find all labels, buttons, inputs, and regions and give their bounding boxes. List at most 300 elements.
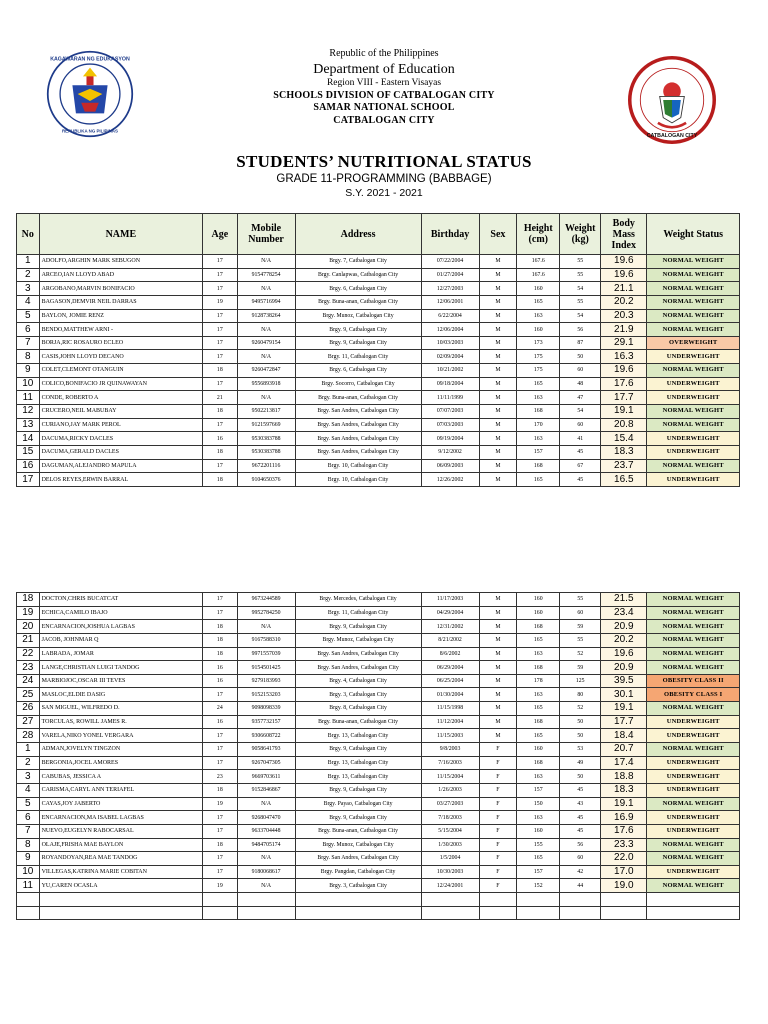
height-cell: 168 bbox=[517, 756, 560, 770]
height-cell: 163 bbox=[517, 770, 560, 784]
student-name: NUEVO,EUGELYN RABOCARSAL bbox=[39, 824, 203, 838]
row-number: 27 bbox=[17, 715, 40, 729]
birthday-cell: 03/27/2003 bbox=[421, 797, 479, 811]
row-number: 4 bbox=[17, 295, 40, 309]
weight-status-cell: NORMAL WEIGHT bbox=[647, 255, 740, 269]
birthday-cell: 9/8/2003 bbox=[421, 743, 479, 757]
height-cell: 160 bbox=[517, 606, 560, 620]
student-name: DOCTON,CHRIS BUCATCAT bbox=[39, 593, 203, 607]
mobile-cell: 9267047305 bbox=[237, 756, 295, 770]
sex-cell: F bbox=[479, 838, 517, 852]
student-name: CURIANO,JAY MARK PEROL bbox=[39, 418, 203, 432]
sex-cell: M bbox=[479, 633, 517, 647]
row-number: 13 bbox=[17, 418, 40, 432]
weight-status-cell: NORMAL WEIGHT bbox=[647, 702, 740, 716]
mobile-cell: 9128738264 bbox=[237, 309, 295, 323]
weight-status-cell: UNDERWEIGHT bbox=[647, 432, 740, 446]
age-cell: 17 bbox=[203, 593, 237, 607]
table-row bbox=[17, 473, 740, 487]
weight-status-cell: OVERWEIGHT bbox=[647, 336, 740, 350]
address-cell: Brgy. Buna-anan, Catbalogan City bbox=[295, 824, 421, 838]
address-cell: Brgy. San Andres, Catbalogan City bbox=[295, 445, 421, 459]
mobile-cell: 9672201116 bbox=[237, 459, 295, 473]
student-name: MASLOC,ELDIE DASIG bbox=[39, 688, 203, 702]
weight-status-cell: NORMAL WEIGHT bbox=[647, 295, 740, 309]
row-number: 17 bbox=[17, 473, 40, 487]
height-cell: 168 bbox=[517, 620, 560, 634]
bmi-cell: 20.9 bbox=[601, 620, 647, 634]
sex-cell: M bbox=[479, 647, 517, 661]
col-birthday: Birthday bbox=[421, 214, 479, 255]
address-cell: Brgy. 9, Catbalogan City bbox=[295, 620, 421, 634]
document-title-block bbox=[0, 152, 768, 200]
table-row bbox=[17, 852, 740, 866]
age-cell: 17 bbox=[203, 282, 237, 296]
bmi-cell: 20.9 bbox=[601, 661, 647, 675]
row-number: 12 bbox=[17, 405, 40, 419]
col-weight: Weight (kg) bbox=[560, 214, 601, 255]
weight-cell: 125 bbox=[560, 674, 601, 688]
birthday-cell: 12/24/2001 bbox=[421, 879, 479, 893]
empty-cell bbox=[647, 906, 740, 920]
empty-row bbox=[17, 893, 740, 907]
row-number: 28 bbox=[17, 729, 40, 743]
table-row bbox=[17, 647, 740, 661]
table-body bbox=[17, 255, 740, 487]
age-cell: 18 bbox=[203, 620, 237, 634]
age-cell: 16 bbox=[203, 432, 237, 446]
mobile-cell: 9260472847 bbox=[237, 364, 295, 378]
student-name: DACUMA,GERALD DACLES bbox=[39, 445, 203, 459]
city-line: CATBALOGAN CITY bbox=[333, 114, 435, 126]
bmi-cell: 16.5 bbox=[601, 473, 647, 487]
empty-cell bbox=[601, 906, 647, 920]
age-cell: 16 bbox=[203, 661, 237, 675]
birthday-cell: 7/16/2003 bbox=[421, 756, 479, 770]
table-row bbox=[17, 418, 740, 432]
weight-cell: 60 bbox=[560, 364, 601, 378]
weight-cell: 60 bbox=[560, 606, 601, 620]
mobile-cell: 9152846867 bbox=[237, 783, 295, 797]
bmi-cell: 19.0 bbox=[601, 879, 647, 893]
student-name: YU,CAREN OCASLA bbox=[39, 879, 203, 893]
mobile-cell: 9154501425 bbox=[237, 661, 295, 675]
weight-cell: 55 bbox=[560, 268, 601, 282]
mobile-cell: 9279183993 bbox=[237, 674, 295, 688]
height-cell: 173 bbox=[517, 336, 560, 350]
weight-status-cell: NORMAL WEIGHT bbox=[647, 797, 740, 811]
height-cell: 165 bbox=[517, 852, 560, 866]
height-cell: 155 bbox=[517, 838, 560, 852]
mobile-cell: N/A bbox=[237, 323, 295, 337]
student-name: COLET,CLEMONT OTANGUIN bbox=[39, 364, 203, 378]
mobile-cell: N/A bbox=[237, 255, 295, 269]
height-cell: 163 bbox=[517, 391, 560, 405]
weight-cell: 50 bbox=[560, 715, 601, 729]
student-name: ENCARNACION,JOSHUA LAGBAS bbox=[39, 620, 203, 634]
table-row bbox=[17, 879, 740, 893]
weight-status-cell: NORMAL WEIGHT bbox=[647, 661, 740, 675]
row-number: 4 bbox=[17, 783, 40, 797]
mobile-cell: 9260479154 bbox=[237, 336, 295, 350]
sex-cell: F bbox=[479, 824, 517, 838]
empty-row bbox=[17, 906, 740, 920]
table-row bbox=[17, 770, 740, 784]
bmi-cell: 23.4 bbox=[601, 606, 647, 620]
sex-cell: M bbox=[479, 688, 517, 702]
republic-line: Republic of the Philippines bbox=[329, 48, 439, 59]
student-name: BENDO,MATTHEW ARNI - bbox=[39, 323, 203, 337]
school-line: SAMAR NATIONAL SCHOOL bbox=[313, 102, 455, 114]
address-cell: Brgy. 3, Catbalogan City bbox=[295, 879, 421, 893]
weight-cell: 45 bbox=[560, 824, 601, 838]
sex-cell: M bbox=[479, 702, 517, 716]
birthday-cell: 10/21/2002 bbox=[421, 364, 479, 378]
address-cell: Brgy. 9, Catbalogan City bbox=[295, 743, 421, 757]
table-row bbox=[17, 756, 740, 770]
table-row bbox=[17, 593, 740, 607]
weight-status-cell: NORMAL WEIGHT bbox=[647, 838, 740, 852]
table-row bbox=[17, 445, 740, 459]
mobile-cell: 9058641793 bbox=[237, 743, 295, 757]
address-cell: Brgy. San Andres, Catbalogan City bbox=[295, 405, 421, 419]
weight-status-cell: NORMAL WEIGHT bbox=[647, 620, 740, 634]
age-cell: 16 bbox=[203, 674, 237, 688]
address-cell: Brgy. 6, Catbalogan City bbox=[295, 282, 421, 296]
svg-text:KAGAWARAN NG EDUKASYON: KAGAWARAN NG EDUKASYON bbox=[50, 56, 130, 63]
age-cell: 18 bbox=[203, 445, 237, 459]
address-cell: Brgy. Buna-anan, Catbalogan City bbox=[295, 715, 421, 729]
col-height: Height (cm) bbox=[517, 214, 560, 255]
mobile-cell: 9154778254 bbox=[237, 268, 295, 282]
weight-status-cell: NORMAL WEIGHT bbox=[647, 309, 740, 323]
weight-cell: 49 bbox=[560, 756, 601, 770]
bmi-cell: 20.2 bbox=[601, 295, 647, 309]
weight-cell: 50 bbox=[560, 729, 601, 743]
bmi-cell: 19.6 bbox=[601, 255, 647, 269]
address-cell: Brgy. 10, Catbalogan City bbox=[295, 473, 421, 487]
mobile-cell: 9121597669 bbox=[237, 418, 295, 432]
table-row bbox=[17, 405, 740, 419]
weight-cell: 45 bbox=[560, 783, 601, 797]
weight-status-cell: NORMAL WEIGHT bbox=[647, 647, 740, 661]
sex-cell: M bbox=[479, 336, 517, 350]
weight-status-cell: NORMAL WEIGHT bbox=[647, 268, 740, 282]
address-cell: Brgy. Pangdan, Catbalogan City bbox=[295, 865, 421, 879]
height-cell: 165 bbox=[517, 729, 560, 743]
age-cell: 17 bbox=[203, 811, 237, 825]
height-cell: 152 bbox=[517, 879, 560, 893]
student-name: ARCEO,IAN LLOYD ABAD bbox=[39, 268, 203, 282]
birthday-cell: 6/22/2004 bbox=[421, 309, 479, 323]
height-cell: 168 bbox=[517, 459, 560, 473]
weight-cell: 53 bbox=[560, 743, 601, 757]
height-cell: 168 bbox=[517, 715, 560, 729]
bmi-cell: 19.6 bbox=[601, 364, 647, 378]
student-name: BORJA,RIC ROSAURO ECLEO bbox=[39, 336, 203, 350]
weight-status-cell: NORMAL WEIGHT bbox=[647, 606, 740, 620]
address-cell: Brgy. 9, Catbalogan City bbox=[295, 323, 421, 337]
row-number: 14 bbox=[17, 432, 40, 446]
sex-cell: F bbox=[479, 811, 517, 825]
weight-status-cell: UNDERWEIGHT bbox=[647, 783, 740, 797]
bmi-cell: 16.9 bbox=[601, 811, 647, 825]
address-cell: Brgy. San Andres, Catbalogan City bbox=[295, 432, 421, 446]
student-name: ENCARNACION,MA ISABEL LAGBAS bbox=[39, 811, 203, 825]
empty-cell bbox=[479, 893, 517, 907]
height-cell: 168 bbox=[517, 405, 560, 419]
row-number: 1 bbox=[17, 255, 40, 269]
empty-cell bbox=[517, 906, 560, 920]
school-year: S.Y. 2021 - 2021 bbox=[345, 187, 423, 199]
table-row bbox=[17, 838, 740, 852]
bmi-cell: 17.6 bbox=[601, 377, 647, 391]
bmi-cell: 21.9 bbox=[601, 323, 647, 337]
bmi-cell: 21.5 bbox=[601, 593, 647, 607]
sex-cell: M bbox=[479, 309, 517, 323]
empty-cell bbox=[295, 906, 421, 920]
mobile-cell: N/A bbox=[237, 879, 295, 893]
height-cell: 165 bbox=[517, 702, 560, 716]
col-age: Age bbox=[203, 214, 237, 255]
grade-section: GRADE 11-PROGRAMMING (BABBAGE) bbox=[276, 173, 492, 185]
student-name: DAGUMAN,ALEJANDRO MAPULA bbox=[39, 459, 203, 473]
sex-cell: M bbox=[479, 377, 517, 391]
sex-cell: M bbox=[479, 606, 517, 620]
height-cell: 160 bbox=[517, 282, 560, 296]
student-name: VARELA,NIKO YONEL VERGARA bbox=[39, 729, 203, 743]
sex-cell: F bbox=[479, 797, 517, 811]
row-number: 22 bbox=[17, 647, 40, 661]
row-number: 3 bbox=[17, 770, 40, 784]
birthday-cell: 12/26/2002 bbox=[421, 473, 479, 487]
bmi-cell: 18.8 bbox=[601, 770, 647, 784]
weight-cell: 60 bbox=[560, 852, 601, 866]
weight-cell: 54 bbox=[560, 282, 601, 296]
birthday-cell: 11/15/2004 bbox=[421, 770, 479, 784]
weight-status-cell: UNDERWEIGHT bbox=[647, 756, 740, 770]
row-number: 6 bbox=[17, 811, 40, 825]
mobile-cell: 9530383788 bbox=[237, 432, 295, 446]
student-name: VILLEGAS,KATRINA MARIE COBITAN bbox=[39, 865, 203, 879]
birthday-cell: 8/6/2002 bbox=[421, 647, 479, 661]
age-cell: 19 bbox=[203, 797, 237, 811]
sex-cell: M bbox=[479, 593, 517, 607]
row-number: 19 bbox=[17, 606, 40, 620]
table-row bbox=[17, 688, 740, 702]
row-number: 23 bbox=[17, 661, 40, 675]
bmi-cell: 39.5 bbox=[601, 674, 647, 688]
empty-cell bbox=[560, 906, 601, 920]
bmi-cell: 18.4 bbox=[601, 729, 647, 743]
height-cell: 167.6 bbox=[517, 268, 560, 282]
address-cell: Brgy. Socorro, Catbalogan City bbox=[295, 377, 421, 391]
table-row bbox=[17, 295, 740, 309]
address-cell: Brgy. San Andres, Catbalogan City bbox=[295, 852, 421, 866]
weight-cell: 50 bbox=[560, 770, 601, 784]
address-cell: Brgy. 4, Catbalogan City bbox=[295, 674, 421, 688]
sex-cell: M bbox=[479, 620, 517, 634]
bmi-cell: 19.1 bbox=[601, 702, 647, 716]
bmi-cell: 20.7 bbox=[601, 743, 647, 757]
sex-cell: M bbox=[479, 674, 517, 688]
row-number: 25 bbox=[17, 688, 40, 702]
address-cell: Brgy. Buna-anan, Catbalogan City bbox=[295, 391, 421, 405]
sex-cell: F bbox=[479, 770, 517, 784]
col-sex: Sex bbox=[479, 214, 517, 255]
birthday-cell: 11/11/1999 bbox=[421, 391, 479, 405]
mobile-cell: 9633704448 bbox=[237, 824, 295, 838]
student-name: CABUBAS, JESSICA A bbox=[39, 770, 203, 784]
height-cell: 165 bbox=[517, 295, 560, 309]
table-row bbox=[17, 391, 740, 405]
row-number: 5 bbox=[17, 309, 40, 323]
bmi-cell: 17.6 bbox=[601, 824, 647, 838]
birthday-cell: 11/15/1998 bbox=[421, 702, 479, 716]
age-cell: 17 bbox=[203, 459, 237, 473]
age-cell: 18 bbox=[203, 647, 237, 661]
table-row bbox=[17, 715, 740, 729]
bmi-cell: 17.0 bbox=[601, 865, 647, 879]
bmi-cell: 20.2 bbox=[601, 633, 647, 647]
student-name: TORCULAS, ROWILL JAMES R. bbox=[39, 715, 203, 729]
document-title: STUDENTS’ NUTRITIONAL STATUS bbox=[236, 152, 532, 171]
col-weight-status: Weight Status bbox=[647, 214, 740, 255]
school-seal-label: CATBALOGAN CITY bbox=[646, 132, 698, 139]
row-number: 24 bbox=[17, 674, 40, 688]
student-name: CRUCERO,NEIL MABUBAY bbox=[39, 405, 203, 419]
bmi-cell: 17.4 bbox=[601, 756, 647, 770]
height-cell: 160 bbox=[517, 743, 560, 757]
weight-cell: 54 bbox=[560, 405, 601, 419]
weight-status-cell: UNDERWEIGHT bbox=[647, 445, 740, 459]
weight-cell: 55 bbox=[560, 295, 601, 309]
row-number: 9 bbox=[17, 364, 40, 378]
row-number: 11 bbox=[17, 391, 40, 405]
table-row bbox=[17, 811, 740, 825]
address-cell: Brgy. 10, Catbalogan City bbox=[295, 459, 421, 473]
weight-cell: 52 bbox=[560, 647, 601, 661]
weight-cell: 52 bbox=[560, 702, 601, 716]
height-cell: 163 bbox=[517, 647, 560, 661]
bmi-cell: 29.1 bbox=[601, 336, 647, 350]
student-name: BAGASON,DEMVIR NEIL DARRAS bbox=[39, 295, 203, 309]
birthday-cell: 12/27/2003 bbox=[421, 282, 479, 296]
row-number: 26 bbox=[17, 702, 40, 716]
col-bmi: Body Mass Index bbox=[601, 214, 647, 255]
height-cell: 157 bbox=[517, 445, 560, 459]
mobile-cell: N/A bbox=[237, 620, 295, 634]
mobile-cell: 9167588310 bbox=[237, 633, 295, 647]
address-cell: Brgy. Canlapwas, Catbalogan City bbox=[295, 268, 421, 282]
age-cell: 21 bbox=[203, 391, 237, 405]
mobile-cell: N/A bbox=[237, 350, 295, 364]
row-number: 2 bbox=[17, 756, 40, 770]
row-number: 1 bbox=[17, 743, 40, 757]
row-number: 21 bbox=[17, 633, 40, 647]
height-cell: 160 bbox=[517, 593, 560, 607]
table-row bbox=[17, 674, 740, 688]
weight-cell: 45 bbox=[560, 445, 601, 459]
student-name: LANGE,CHRISTIAN LUIGI TANDOG bbox=[39, 661, 203, 675]
division-line: SCHOOLS DIVISION OF CATBALOGAN CITY bbox=[273, 89, 495, 101]
bmi-cell: 20.8 bbox=[601, 418, 647, 432]
weight-status-cell: NORMAL WEIGHT bbox=[647, 459, 740, 473]
address-cell: Brgy. 13, Catbalogan City bbox=[295, 770, 421, 784]
address-cell: Brgy. Munoz, Catbalogan City bbox=[295, 838, 421, 852]
weight-status-cell: NORMAL WEIGHT bbox=[647, 418, 740, 432]
age-cell: 18 bbox=[203, 633, 237, 647]
empty-cell bbox=[39, 906, 203, 920]
student-name: CAYAS,JOY JABERTO bbox=[39, 797, 203, 811]
empty-cell bbox=[560, 893, 601, 907]
mobile-cell: 9971557039 bbox=[237, 647, 295, 661]
birthday-cell: 11/12/2004 bbox=[421, 715, 479, 729]
student-name: ECHICA,CAMILO IBAJO bbox=[39, 606, 203, 620]
bmi-cell: 19.6 bbox=[601, 268, 647, 282]
table-row bbox=[17, 432, 740, 446]
student-name: MARBIOJOC,OSCAR III TEVES bbox=[39, 674, 203, 688]
age-cell: 17 bbox=[203, 418, 237, 432]
address-cell: Brgy. 8, Catbalogan City bbox=[295, 702, 421, 716]
letterhead bbox=[0, 48, 768, 127]
height-cell: 163 bbox=[517, 309, 560, 323]
student-name: BAYLON, JOMIE RENZ bbox=[39, 309, 203, 323]
age-cell: 17 bbox=[203, 865, 237, 879]
sex-cell: M bbox=[479, 729, 517, 743]
nutrition-table-page-2 bbox=[16, 592, 740, 920]
table-row bbox=[17, 282, 740, 296]
birthday-cell: 11/17/2003 bbox=[421, 593, 479, 607]
height-cell: 150 bbox=[517, 797, 560, 811]
bmi-cell: 18.3 bbox=[601, 783, 647, 797]
empty-cell bbox=[295, 893, 421, 907]
sex-cell: M bbox=[479, 364, 517, 378]
sex-cell: M bbox=[479, 350, 517, 364]
col-address: Address bbox=[295, 214, 421, 255]
weight-status-cell: UNDERWEIGHT bbox=[647, 865, 740, 879]
table-row bbox=[17, 309, 740, 323]
weight-status-cell: NORMAL WEIGHT bbox=[647, 593, 740, 607]
empty-cell bbox=[421, 906, 479, 920]
weight-status-cell: UNDERWEIGHT bbox=[647, 729, 740, 743]
height-cell: 178 bbox=[517, 674, 560, 688]
sex-cell: M bbox=[479, 405, 517, 419]
birthday-cell: 5/15/2004 bbox=[421, 824, 479, 838]
bmi-cell: 19.1 bbox=[601, 405, 647, 419]
birthday-cell: 8/21/2002 bbox=[421, 633, 479, 647]
table-body bbox=[17, 593, 740, 920]
address-cell: Brgy. Buna-anan, Catbalogan City bbox=[295, 295, 421, 309]
bmi-cell: 18.3 bbox=[601, 445, 647, 459]
weight-status-cell: UNDERWEIGHT bbox=[647, 824, 740, 838]
sex-cell: M bbox=[479, 418, 517, 432]
birthday-cell: 01/30/2004 bbox=[421, 688, 479, 702]
weight-cell: 50 bbox=[560, 350, 601, 364]
mobile-cell: 9556893918 bbox=[237, 377, 295, 391]
address-cell: Brgy. Munoz, Catbalogan City bbox=[295, 309, 421, 323]
row-number: 3 bbox=[17, 282, 40, 296]
row-number: 7 bbox=[17, 824, 40, 838]
age-cell: 18 bbox=[203, 364, 237, 378]
table-row bbox=[17, 459, 740, 473]
age-cell: 18 bbox=[203, 838, 237, 852]
empty-cell bbox=[421, 893, 479, 907]
sex-cell: M bbox=[479, 391, 517, 405]
birthday-cell: 9/12/2002 bbox=[421, 445, 479, 459]
weight-cell: 43 bbox=[560, 797, 601, 811]
age-cell: 17 bbox=[203, 323, 237, 337]
